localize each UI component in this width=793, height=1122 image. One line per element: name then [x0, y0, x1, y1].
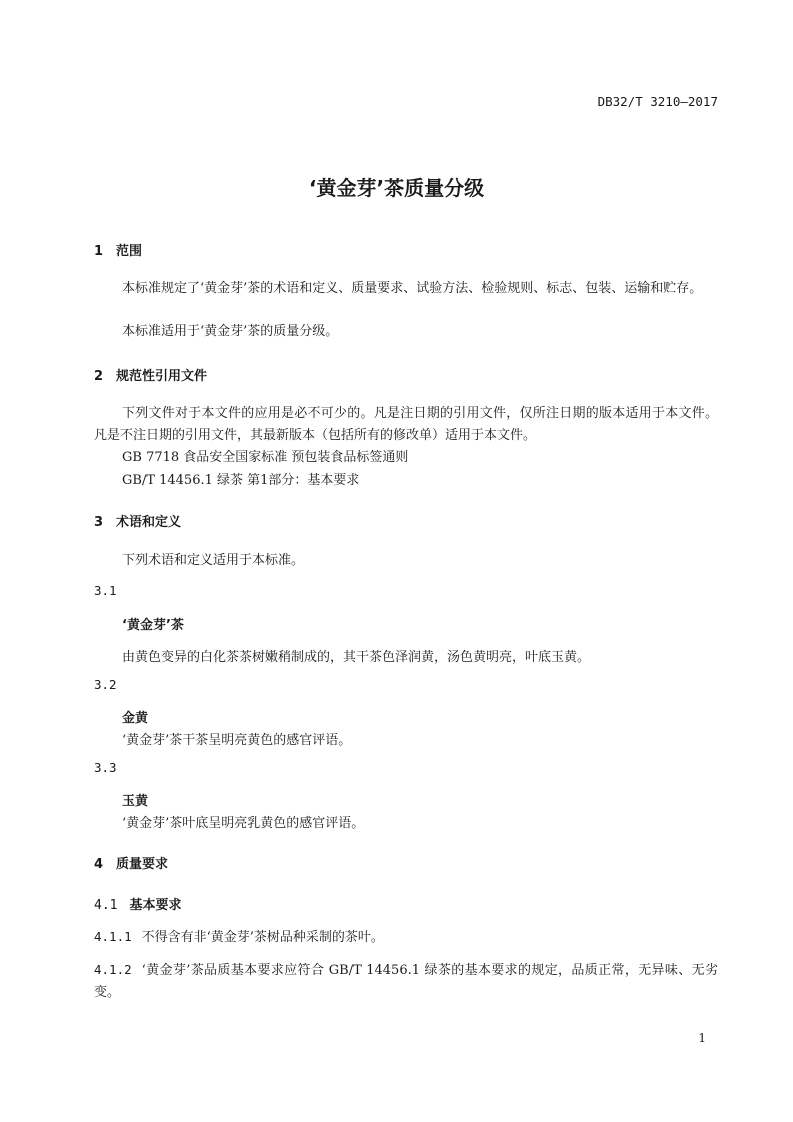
section-title: 规范性引用文件 [116, 369, 208, 384]
term-number: 3.3 [94, 760, 117, 775]
term-number: 3.1 [94, 583, 117, 598]
clause-number: 4.1.1 [94, 929, 132, 944]
clause-number: 4.1.2 [94, 962, 132, 977]
subsection-heading-basic-requirements [94, 894, 182, 913]
term-title: ‘黄金芽’茶 [122, 618, 184, 633]
page-number: 1 [698, 1031, 706, 1045]
reference-item: GB 7718 食品安全国家标准 预包装食品标签通则 [122, 450, 409, 465]
term-number: 3.2 [94, 677, 117, 692]
clause-text: 不得含有非‘黄金芽’茶树品种采制的茶叶。 [141, 930, 384, 945]
document-code: DB32/T 3210—2017 [597, 94, 718, 109]
section-title: 质量要求 [116, 857, 169, 872]
page-title: ‘黄金芽’茶质量分级 [308, 176, 485, 200]
term-title: 玉黄 [122, 794, 149, 809]
subsection-number: 4.1 [94, 898, 118, 913]
section-number: 2 [94, 369, 104, 384]
term-definition: ‘黄金芽’茶叶底呈明亮乳黄色的感官评语。 [122, 816, 365, 831]
clause-4-1-2 [94, 959, 718, 1004]
clause-4-1-1 [94, 926, 718, 949]
section-number: 4 [94, 857, 104, 872]
clause-text: ‘黄金芽’茶品质基本要求应符合 GB/T 14456.1 绿茶的基本要求的规定，品质正常，无异味、无劣变。 [94, 963, 718, 1000]
section-number: 1 [94, 244, 104, 259]
term-title: 金黄 [122, 711, 149, 726]
terms-intro-paragraph: 下列术语和定义适用于本标准。 [122, 553, 305, 568]
references-paragraph: 下列文件对于本文件的应用是必不可少的。凡是注日期的引用文件，仅所注日期的版本适用于本文件。凡是不注日期的引用文件，其最新版本（包括所有的修改单）适用于本文件。 [94, 406, 718, 443]
subsection-title: 基本要求 [129, 898, 182, 913]
section-heading-scope [94, 240, 142, 259]
section-title: 范围 [116, 244, 143, 259]
section-heading-quality-requirements [94, 853, 168, 872]
scope-paragraph: 本标准规定了‘黄金芽’茶的术语和定义、质量要求、试验方法、检验规则、标志、包装、运输和贮存。 [122, 281, 703, 296]
section-heading-terms [94, 511, 181, 530]
scope-applicability-paragraph: 本标准适用于‘黄金芽’茶的质量分级。 [122, 324, 339, 339]
term-definition: 由黄色变异的白化茶茶树嫩稍制成的，其干茶色泽润黄，汤色黄明亮，叶底玉黄。 [122, 650, 591, 665]
section-heading-normative-references [94, 365, 207, 384]
reference-item: GB/T 14456.1 绿茶 第1部分：基本要求 [122, 473, 360, 488]
section-title: 术语和定义 [116, 515, 182, 530]
section-number: 3 [94, 515, 104, 530]
term-definition: ‘黄金芽’茶干茶呈明亮黄色的感官评语。 [122, 733, 352, 748]
